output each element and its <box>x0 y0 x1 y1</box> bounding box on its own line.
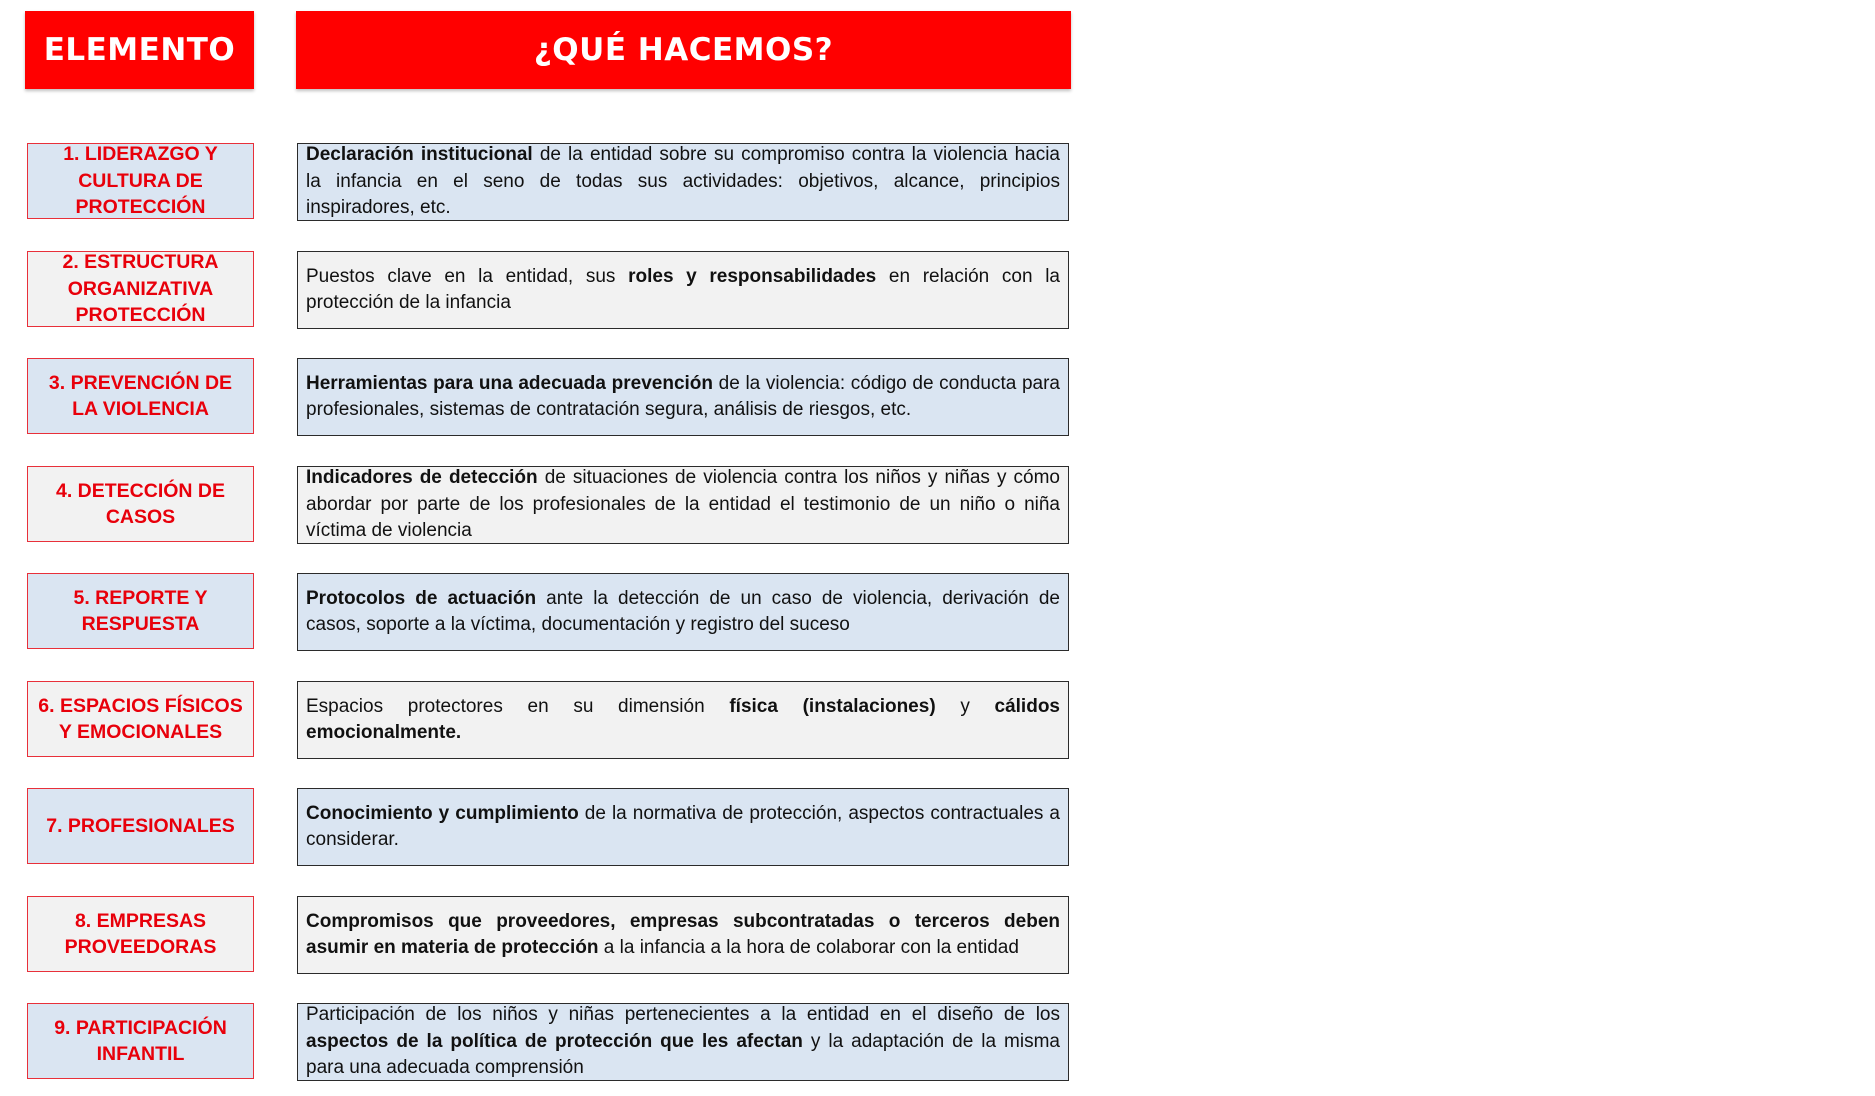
diagram-row <box>0 681 1080 759</box>
element-description <box>297 788 1069 866</box>
element-description <box>297 681 1069 759</box>
description-bold-text: Indicadores de detección <box>306 467 538 489</box>
description-text-part: y <box>935 695 995 717</box>
element-label: 1. LIDERAZGO Y CULTURA DE PROTECCIÓN <box>27 143 254 219</box>
description-text-part: a la infancia a la hora de colaborar con la entidad <box>598 937 1019 958</box>
description-text-part: de la normativa de protección, aspectos contractuales a considerar. <box>306 802 1060 850</box>
header-element: ELEMENTO <box>25 11 254 89</box>
description-text <box>306 142 1060 222</box>
description-text <box>306 801 1060 854</box>
diagram-row <box>0 1003 1080 1081</box>
description-text-part: de situaciones de violencia contra los niños y niñas y cómo abordar por parte de los profesionales de la entidad el testimonio de un niño o niña víctima de violencia <box>306 467 1060 542</box>
description-text <box>306 586 1060 639</box>
element-label: 3. PREVENCIÓN DE LA VIOLENCIA <box>27 358 254 434</box>
description-bold-text: Compromisos que proveedores, empresas subcontratadas o terceros deben asumir en materia de protección <box>306 910 1060 958</box>
description-text <box>306 264 1060 317</box>
diagram-row <box>0 466 1080 544</box>
diagram-row <box>0 143 1080 221</box>
description-text <box>306 1002 1060 1082</box>
description-text-part: Participación de los niños y niñas pertenecientes a la entidad en el diseño de los <box>306 1004 1060 1026</box>
description-text-part: ante la detección de un caso de violencia, derivación de casos, soporte a la víctima, documentación y registro del suceso <box>306 587 1061 635</box>
element-description <box>297 251 1069 329</box>
element-description <box>297 466 1069 544</box>
element-description <box>297 358 1069 436</box>
description-text <box>306 694 1060 747</box>
description-bold-text: Conocimiento y cumplimiento <box>306 802 579 824</box>
description-bold-text: aspectos de la política de protección que les afectan <box>306 1030 803 1052</box>
element-label: 8. EMPRESAS PROVEEDORAS <box>27 896 254 972</box>
description-bold-text: Herramientas para una adecuada prevención <box>306 372 713 394</box>
description-bold-text: cálidos emocionalmente. <box>306 695 1060 743</box>
description-text-part: y la adaptación de la misma para una adecuada comprensión <box>306 1030 1060 1079</box>
description-bold-text: física (instalaciones) <box>729 695 936 717</box>
header-what-we-do: ¿QUÉ HACEMOS? <box>296 11 1071 89</box>
diagram-row <box>0 251 1080 329</box>
description-text-part: en relación con la protección de la infancia <box>306 265 1060 313</box>
description-bold-text: Protocolos de actuación <box>306 587 537 609</box>
diagram-row <box>0 788 1080 866</box>
element-label: 7. PROFESIONALES <box>27 788 254 864</box>
description-text-part: de la entidad sobre su compromiso contra la violencia hacia la infancia en el seno de todas sus actividades: objetivos, alcance, principios inspiradores, etc. <box>306 144 1060 219</box>
description-text <box>306 371 1060 424</box>
element-label: 2. ESTRUCTURA ORGANIZATIVA PROTECCIÓN <box>27 251 254 327</box>
description-bold-text: Declaración institucional <box>306 144 533 166</box>
element-label: 5. REPORTE Y RESPUESTA <box>27 573 254 649</box>
element-description <box>297 1003 1069 1081</box>
diagram-row <box>0 573 1080 651</box>
description-text <box>306 909 1060 962</box>
diagram-row <box>0 896 1080 974</box>
diagram-row <box>0 358 1080 436</box>
description-text-part: Puestos clave en la entidad, sus <box>306 265 629 287</box>
element-description <box>297 573 1069 651</box>
description-text-part: Espacios protectores en su dimensión <box>306 695 730 717</box>
element-label: 9. PARTICIPACIÓN INFANTIL <box>27 1003 254 1079</box>
description-text-part: de la violencia: código de conducta para profesionales, sistemas de contratación segura, análisis de riesgos, etc. <box>306 372 1060 420</box>
element-label: 4. DETECCIÓN DE CASOS <box>27 466 254 542</box>
element-description <box>297 143 1069 221</box>
element-label: 6. ESPACIOS FÍSICOS Y EMOCIONALES <box>27 681 254 757</box>
description-bold-text: roles y responsabilidades <box>628 265 877 287</box>
description-text <box>306 465 1060 545</box>
element-description <box>297 896 1069 974</box>
